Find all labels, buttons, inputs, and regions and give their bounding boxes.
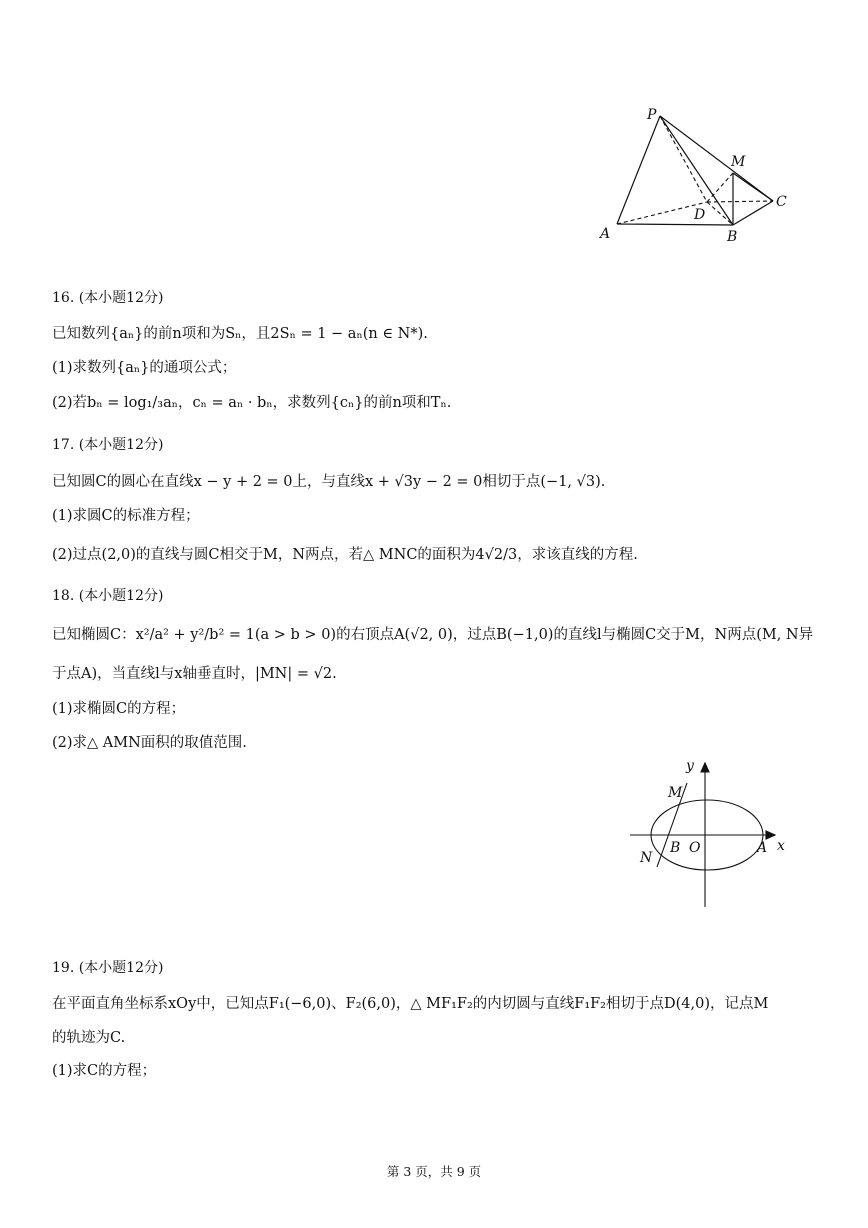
q19-stem-line1: 在平面直角坐标系xOy中，已知点F₁(−6,0)、F₂(6,0)，△ MF₁F₂的内切圆与直线F₁F₂相切于点D(4,0)，记点M [52, 996, 769, 1012]
q19-heading: 19. (本小题12分) [52, 960, 164, 976]
label-p: P [647, 107, 657, 123]
q19-stem-line2: 的轨迹为C. [52, 1030, 126, 1046]
q18-part1: (1)求椭圆C的方程； [52, 701, 186, 717]
q17-part2: (2)过点(2,0)的直线与圆C相交于M，N两点，若△ MNC的面积为4√2/3，求该直线的方程. [52, 547, 638, 563]
label-a2: A [757, 840, 768, 856]
label-x: x [777, 838, 785, 854]
pyramid-figure [590, 100, 800, 250]
q17-stem: 已知圆C的圆心在直线x − y + 2 = 0上，与直线x + √3y − 2 = 0相切于点(−1, √3). [52, 474, 606, 490]
q16-heading: 16. (本小题12分) [52, 290, 164, 306]
page-footer: 第 3 页，共 9 页 [386, 1164, 482, 1179]
label-y: y [686, 758, 694, 774]
q18-stem-line1: 已知椭圆C：x²/a² + y²/b² = 1(a > b > 0)的右顶点A(√2, 0)，过点B(−1,0)的直线l与椭圆C交于M，N两点(M, N异 [52, 627, 814, 643]
q18-part2: (2)求△ AMN面积的取值范围. [52, 735, 247, 751]
q17-part1: (1)求圆C的标准方程； [52, 508, 200, 524]
label-b: B [727, 229, 738, 245]
label-d: D [694, 207, 706, 223]
label-m: M [731, 154, 746, 170]
ellipse-figure [625, 755, 800, 915]
q19-part1: (1)求C的方程； [52, 1063, 157, 1079]
label-c: C [776, 194, 787, 210]
q17-heading: 17. (本小题12分) [52, 437, 164, 453]
q16-part2: (2)若bₙ = log₁/₃aₙ，cₙ = aₙ · bₙ，求数列{cₙ}的前n项和Tₙ. [52, 395, 452, 411]
label-b2: B [670, 840, 681, 856]
q18-stem-line2: 于点A)，当直线l与x轴垂直时，|MN| = √2. [52, 666, 337, 682]
label-n: N [640, 850, 653, 866]
q16-part1: (1)求数列{aₙ}的通项公式； [52, 360, 237, 376]
label-a: A [600, 226, 611, 242]
q16-stem: 已知数列{aₙ}的前n项和为Sₙ，且2Sₙ = 1 − aₙ(n ∈ N*). [52, 326, 428, 342]
q18-heading: 18. (本小题12分) [52, 588, 164, 604]
label-m2: M [668, 785, 683, 801]
label-o: O [689, 840, 701, 856]
